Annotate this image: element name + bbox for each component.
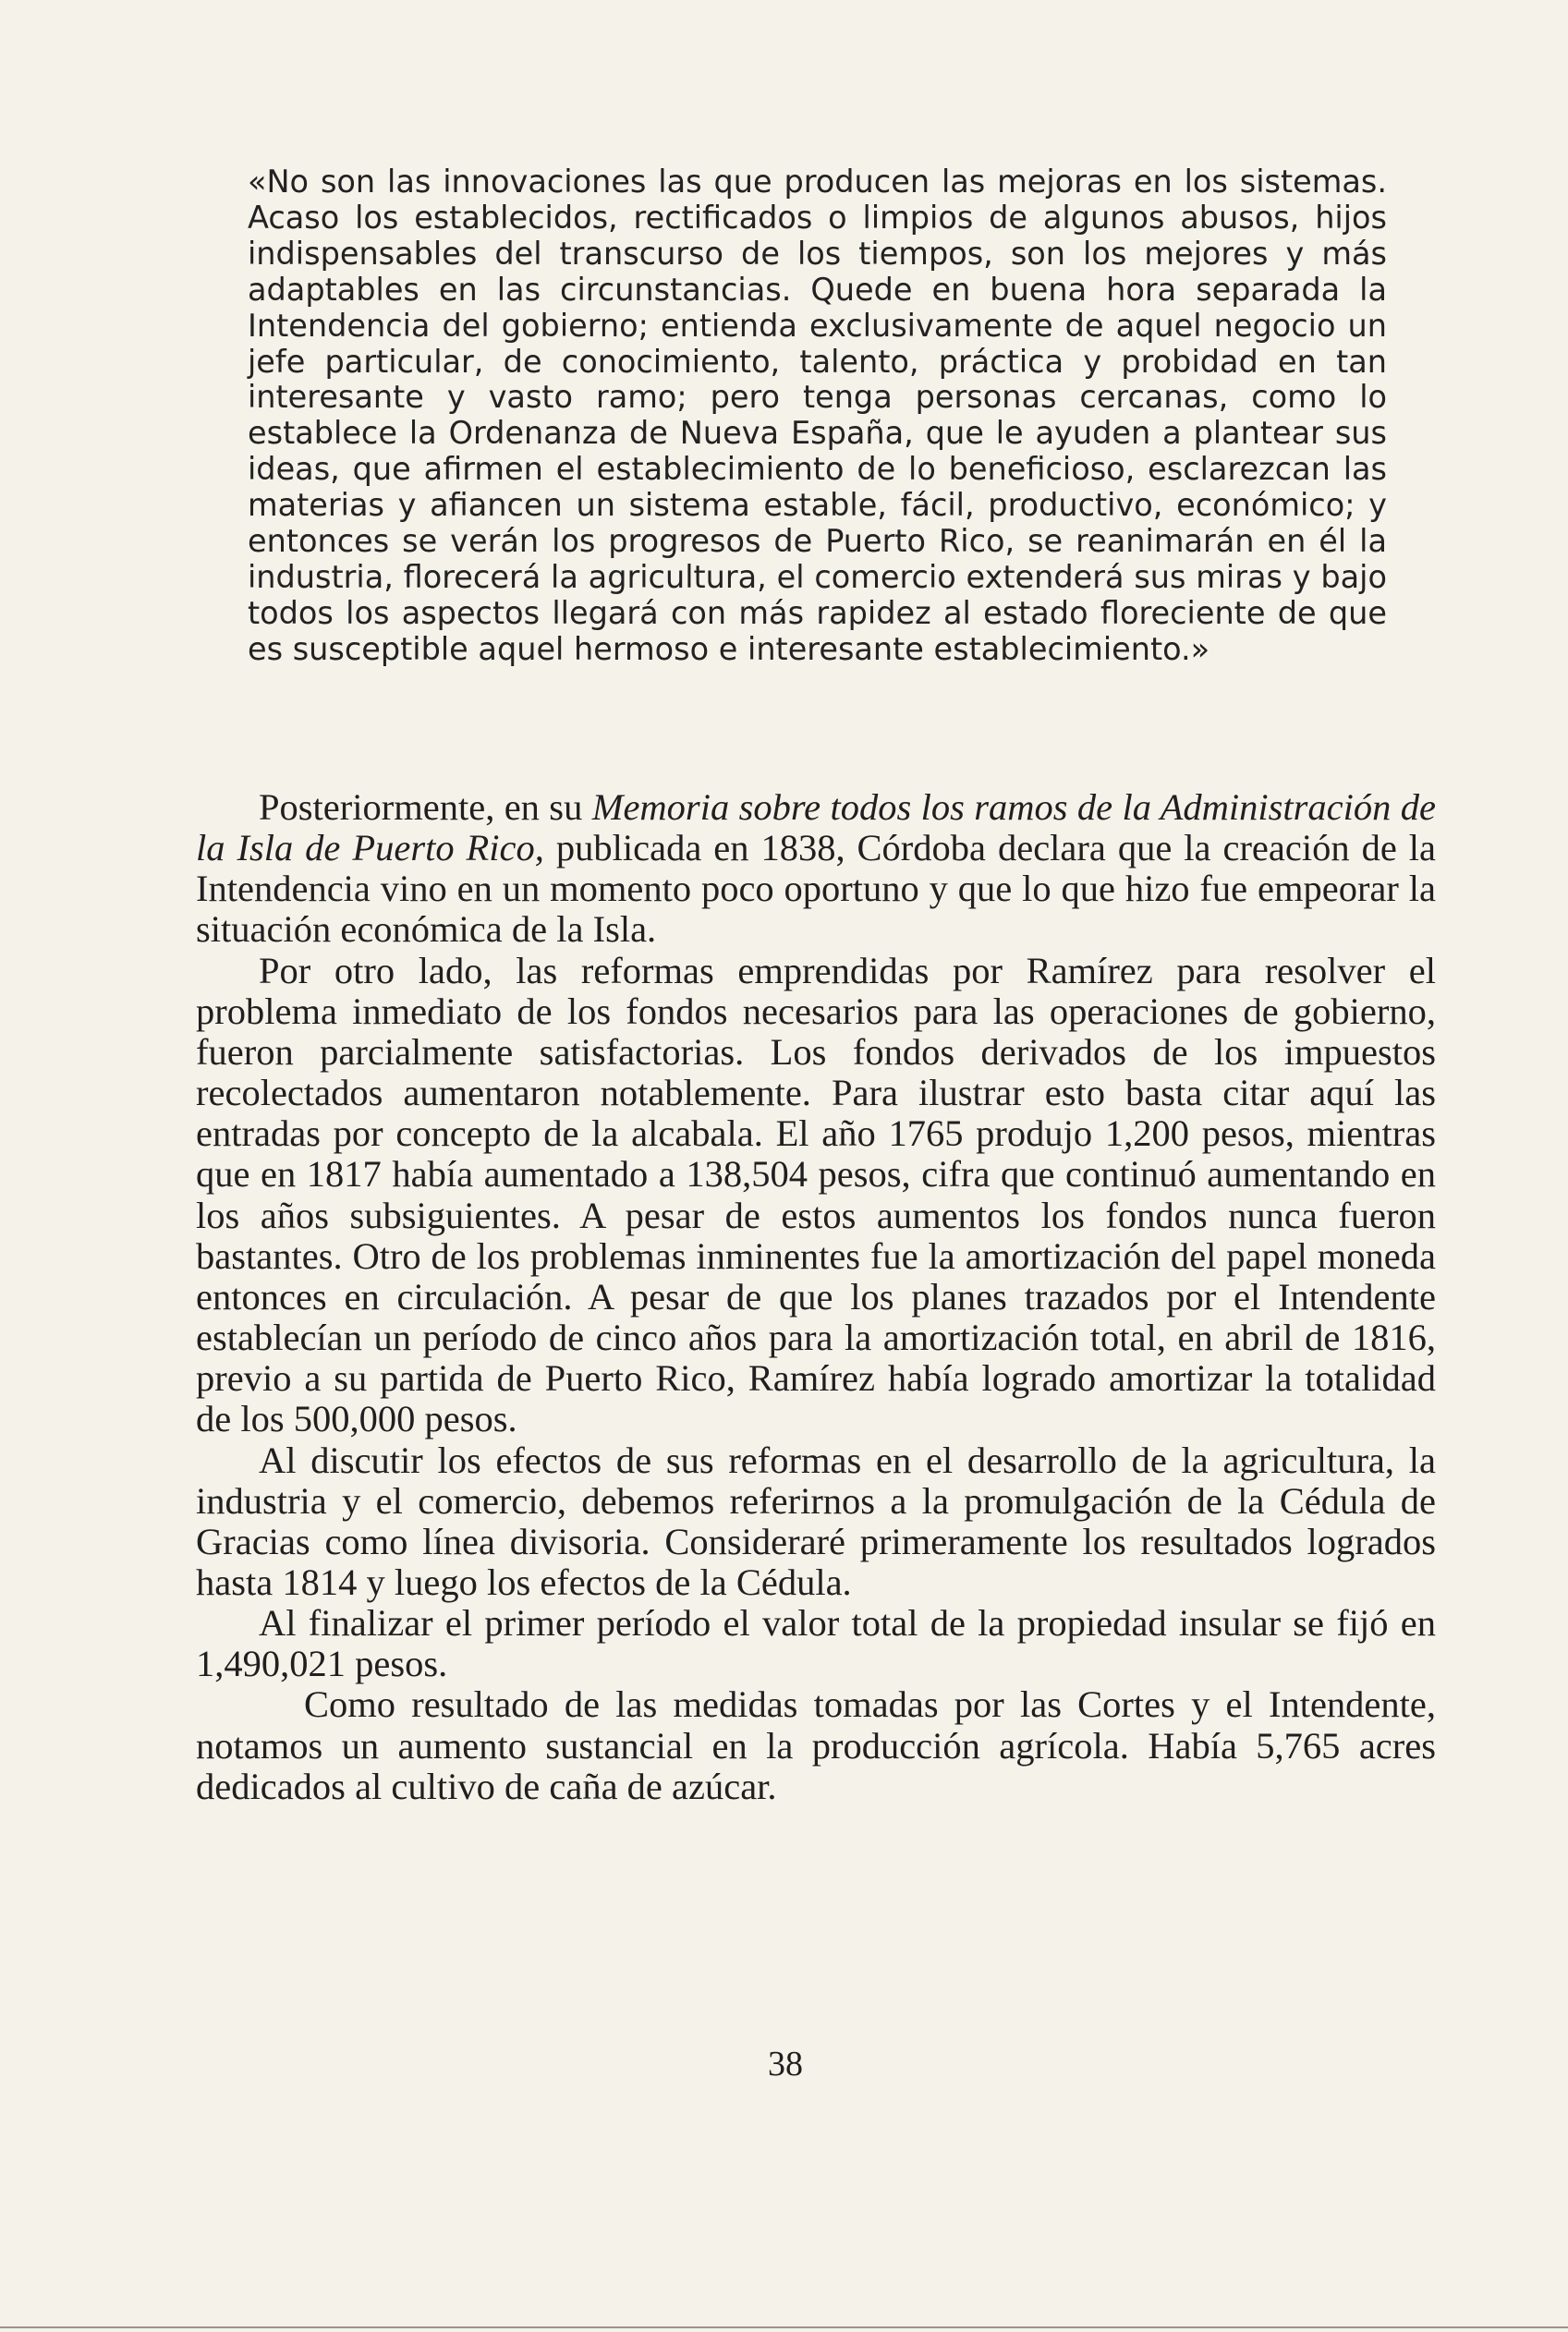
paragraph-memoria-intro: Posteriormente, en su (259, 786, 592, 828)
paragraph-propiedad: Al finalizar el primer período el valor total de la propiedad insular se fijó en 1,490,021 pesos. (196, 1602, 1436, 1685)
paragraph-produccion: Como resultado de las medidas tomadas por las Cortes y el Intendente, notamos un aumento sustancial en la producción agrícola. Había 5,765 acres dedicados al cultivo de caña de azúcar. (196, 1683, 1436, 1807)
page-edge-divider (0, 2326, 1568, 2328)
book-title: Memoria sobre todos los ramos de la Administración de la Isla de Puerto Rico, (196, 786, 1437, 869)
quote-paragraph: «No son las innovaciones las que producen las mejoras en los sistemas. Acaso los establecidos, rectificados o limpios de algunos abusos, hijos indispensables del transcurso de los tiempos, son los mejores y más adaptables en las circunstancias. Quede en buena hora separada la Intendencia del gobierno; entienda exclusivamente de aquel negocio un jefe particular, de conocimiento, talento, práctica y probidad en tan interesante y vasto ramo; pero tenga personas cercanas, como lo establece la Ordenanza de Nueva España, que le ayuden a plantear sus ideas, que afirmen el establecimiento de lo beneficioso, esclarezcan las materias y afiancen un sistema estable, fácil, productivo, económico; y entonces se verán los progresos de Puerto Rico, se reanimarán en él la industria, florecerá la agricultura, el comercio extenderá sus miras y bajo todos los aspectos llegará con más rapidez al estado floreciente de que es susceptible aquel hermoso e interesante establecimiento.» (248, 164, 1387, 667)
page-number: 38 (768, 2045, 803, 2083)
paragraph-memoria-rest: publicada en 1838, Córdoba declara que la creación de la Intendencia vino en un momento poco oportuno y que lo que hizo fue empeorar la situación económica de la Isla. (196, 827, 1436, 951)
paragraph-efectos: Al discutir los efectos de sus reformas en el desarrollo de la agricultura, la industria y el comercio, debemos referirnos a la promulgación de la Cédula de Gracias como línea divisoria. Consideraré primeramente los resultados logrados hasta 1814 y luego los efectos de la Cédula. (196, 1439, 1436, 1603)
body-text (196, 787, 1436, 1807)
paragraph-reformas: Por otro lado, las reformas emprendidas por Ramírez para resolver el problema inmediato de los fondos necesarios para las operaciones de gobierno, fueron parcialmente satisfactorias. Los fondos derivados de los impuestos recolectados aumentaron notablemente. Para ilustrar esto basta citar aquí las entradas por concepto de la alcabala. El año 1765 produjo 1,200 pesos, mientras que en 1817 había aumentado a 138,504 pesos, cifra que continuó aumentando en los años subsiguientes. A pesar de estos aumentos los fondos nunca fueron bastantes. Otro de los problemas inminentes fue la amortización del papel moneda entonces en circulación. A pesar de que los planes trazados por el Intendente establecían un período de cinco años para la amortización total, en abril de 1816, previo a su partida de Puerto Rico, Ramírez había logrado amortizar la totalidad de los 500,000 pesos. (196, 949, 1436, 1440)
block-quote (248, 164, 1387, 668)
paragraph-memoria (196, 787, 1436, 951)
